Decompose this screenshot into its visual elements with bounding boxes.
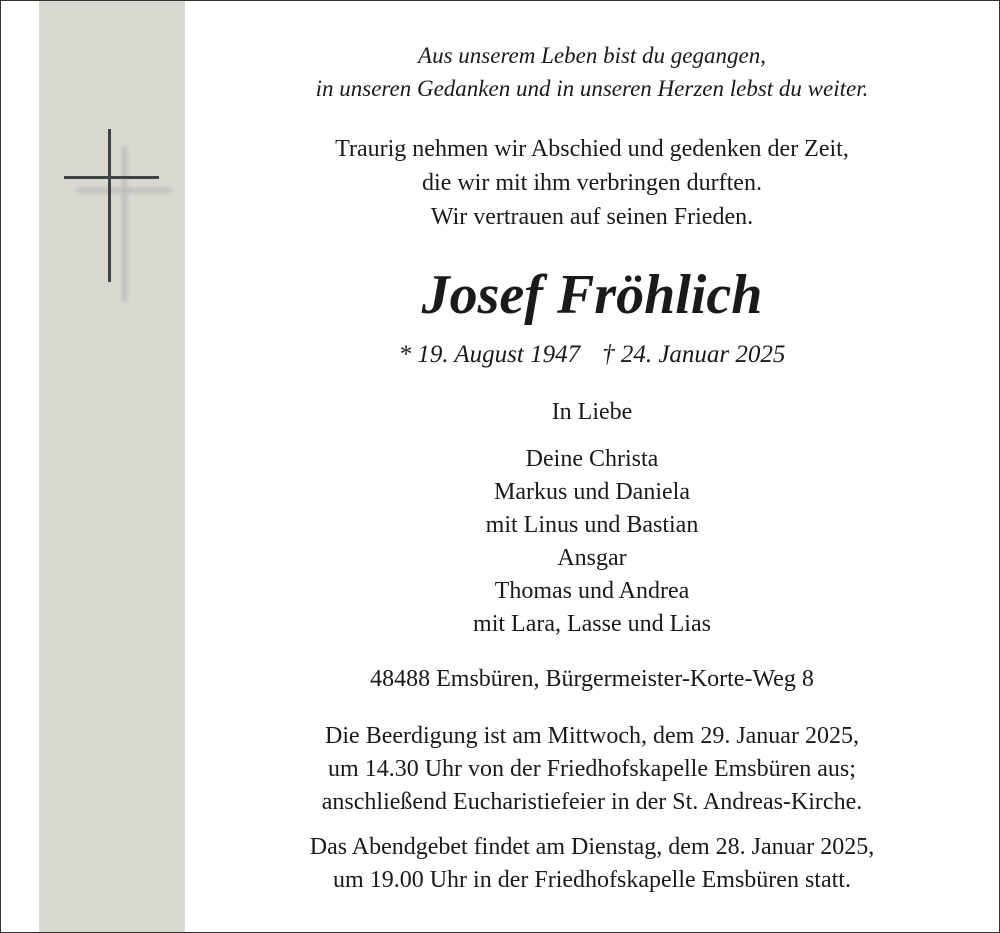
life-dates [185,341,999,369]
birth-date: * 19. August 1947 [398,341,581,368]
intro-line-1: Traurig nehmen wir Abschied und gedenken der Zeit, [335,136,849,162]
address: 48488 Emsbüren, Bürgermeister-Korte-Weg 8 [370,666,814,692]
motto-line-1: Aus unserem Leben bist du gegangen, [418,43,766,68]
mourner-line: mit Lara, Lasse und Lias [473,611,711,637]
funeral-line-1: Die Beerdigung ist am Mittwoch, dem 29. Januar 2025, [325,723,859,749]
prayer-line-2: um 19.00 Uhr in der Friedhofskapelle Emsbüren statt. [333,867,851,893]
funeral-line-3: anschließend Eucharistiefeier in der St. Andreas-Kirche. [321,789,863,815]
mourner-line: Ansgar [557,545,627,571]
death-date: † 24. Januar 2025 [602,341,786,368]
mourner-line: mit Linus und Bastian [485,512,699,538]
prayer-line-1: Das Abendgebet findet am Dienstag, dem 28. Januar 2025, [309,834,875,860]
intro-line-3: Wir vertrauen auf seinen Frieden. [430,204,754,230]
mourner-line: Deine Christa [525,446,659,472]
deceased-name: Josef Fröhlich [421,264,763,326]
cross-icon [61,126,181,306]
funeral-line-2: um 14.30 Uhr von der Friedhofskapelle Emsbüren aus; [328,756,856,782]
motto-line-2: in unseren Gedanken und in unseren Herzen lebst du weiter. [315,76,869,101]
mourner-line: Thomas und Andrea [494,578,690,604]
mourner-line: Markus und Daniela [494,479,690,505]
mourners-heading: In Liebe [551,399,633,425]
intro-line-2: die wir mit ihm verbringen durften. [422,170,762,196]
